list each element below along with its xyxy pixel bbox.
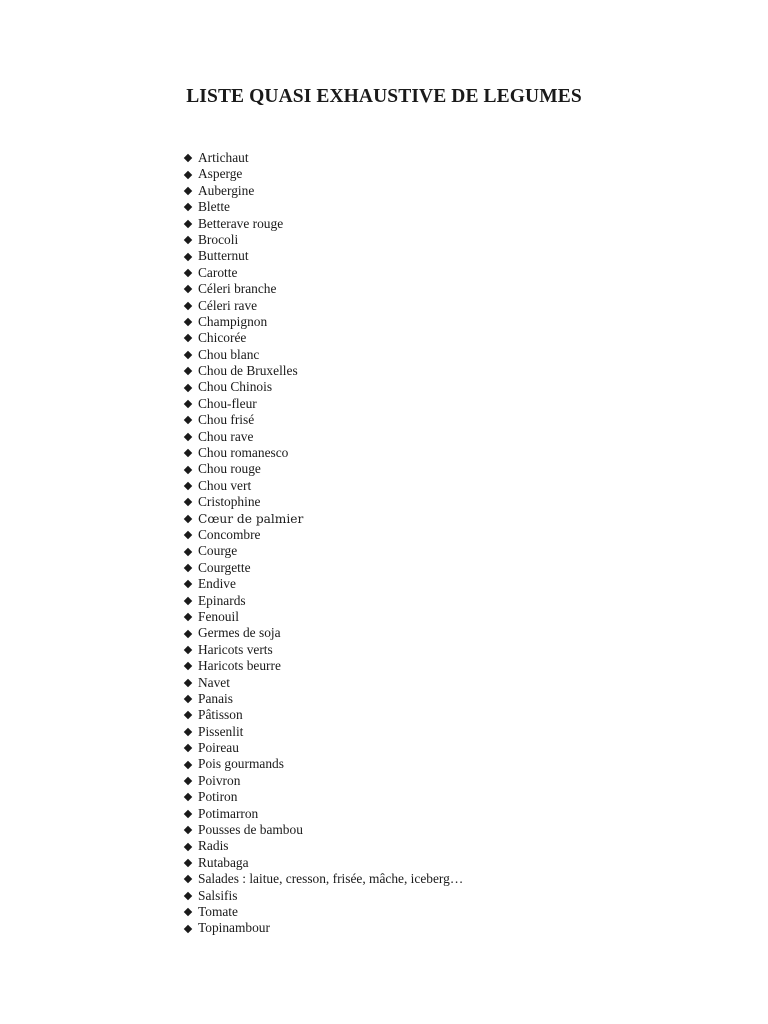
list-item bbox=[183, 691, 463, 707]
diamond-bullet-icon bbox=[184, 515, 192, 523]
list-item-label: Courgette bbox=[198, 559, 251, 575]
vegetable-list bbox=[183, 150, 463, 937]
list-item-label: Tomate bbox=[198, 903, 238, 919]
list-item bbox=[183, 494, 463, 510]
list-item bbox=[183, 658, 463, 674]
list-item-label: Aubergine bbox=[198, 182, 255, 198]
list-item bbox=[183, 232, 463, 248]
list-item-label: Pousses de bambou bbox=[198, 822, 303, 838]
list-item-label: Pois gourmands bbox=[198, 756, 284, 772]
list-item bbox=[183, 445, 463, 461]
list-item-label: Céleri branche bbox=[198, 281, 277, 297]
diamond-bullet-icon bbox=[184, 875, 192, 883]
list-item bbox=[183, 920, 463, 936]
list-item bbox=[183, 560, 463, 576]
diamond-bullet-icon bbox=[184, 842, 192, 850]
diamond-bullet-icon bbox=[184, 810, 192, 818]
list-item-label: Salades : laitue, cresson, frisée, mâche, iceberg… bbox=[198, 871, 464, 887]
diamond-bullet-icon bbox=[184, 154, 192, 162]
list-item bbox=[183, 576, 463, 592]
list-item bbox=[183, 511, 463, 527]
diamond-bullet-icon bbox=[184, 531, 192, 539]
list-item bbox=[183, 363, 463, 379]
list-item bbox=[183, 199, 463, 215]
list-item-label: Asperge bbox=[198, 166, 243, 182]
list-item bbox=[183, 593, 463, 609]
list-item bbox=[183, 888, 463, 904]
list-item bbox=[183, 855, 463, 871]
list-item-label: Cristophine bbox=[198, 494, 261, 510]
list-item bbox=[183, 265, 463, 281]
list-item bbox=[183, 379, 463, 395]
list-item bbox=[183, 675, 463, 691]
list-item-label: Chou Chinois bbox=[198, 379, 273, 395]
list-item bbox=[183, 248, 463, 264]
diamond-bullet-icon bbox=[184, 449, 192, 457]
list-item-label: Panais bbox=[198, 690, 233, 706]
list-item bbox=[183, 527, 463, 543]
list-item-label: Chou vert bbox=[198, 477, 252, 493]
list-item-label: Cœur de palmier bbox=[198, 511, 304, 526]
list-item-label: Epinards bbox=[198, 592, 246, 608]
diamond-bullet-icon bbox=[184, 744, 192, 752]
list-item-label: Haricots beurre bbox=[198, 658, 281, 674]
page-title: LISTE QUASI EXHAUSTIVE DE LEGUMES bbox=[186, 86, 582, 107]
diamond-bullet-icon bbox=[184, 400, 192, 408]
list-item-label: Radis bbox=[198, 838, 229, 854]
diamond-bullet-icon bbox=[184, 367, 192, 375]
list-item-label: Artichaut bbox=[198, 150, 249, 165]
list-item bbox=[183, 806, 463, 822]
diamond-bullet-icon bbox=[184, 924, 192, 932]
list-item-label: Pissenlit bbox=[198, 723, 244, 739]
list-item-label: Courge bbox=[198, 543, 238, 559]
list-item bbox=[183, 773, 463, 789]
list-item-label: Navet bbox=[198, 674, 230, 690]
list-item-label: Butternut bbox=[198, 248, 249, 264]
diamond-bullet-icon bbox=[184, 334, 192, 342]
list-item-label: Céleri rave bbox=[198, 297, 258, 313]
list-item-label: Haricots verts bbox=[198, 641, 273, 657]
diamond-bullet-icon bbox=[184, 646, 192, 654]
diamond-bullet-icon bbox=[184, 678, 192, 686]
list-item bbox=[183, 789, 463, 805]
list-item-label: Blette bbox=[198, 199, 230, 215]
diamond-bullet-icon bbox=[184, 580, 192, 588]
list-item-label: Fenouil bbox=[198, 608, 239, 624]
list-item bbox=[183, 314, 463, 330]
diamond-bullet-icon bbox=[184, 908, 192, 916]
diamond-bullet-icon bbox=[184, 662, 192, 670]
diamond-bullet-icon bbox=[184, 301, 192, 309]
list-item-label: Chou rouge bbox=[198, 461, 261, 477]
list-item bbox=[183, 183, 463, 199]
diamond-bullet-icon bbox=[184, 793, 192, 801]
list-item bbox=[183, 756, 463, 772]
list-item bbox=[183, 724, 463, 740]
list-item bbox=[183, 740, 463, 756]
diamond-bullet-icon bbox=[184, 760, 192, 768]
diamond-bullet-icon bbox=[184, 498, 192, 506]
list-item-label: Potiron bbox=[198, 789, 238, 805]
diamond-bullet-icon bbox=[184, 416, 192, 424]
list-item bbox=[183, 347, 463, 363]
diamond-bullet-icon bbox=[184, 629, 192, 637]
list-item bbox=[183, 412, 463, 428]
diamond-bullet-icon bbox=[184, 826, 192, 834]
list-item-label: Concombre bbox=[198, 526, 261, 542]
list-item bbox=[183, 150, 463, 166]
list-item bbox=[183, 330, 463, 346]
diamond-bullet-icon bbox=[184, 383, 192, 391]
list-item bbox=[183, 429, 463, 445]
diamond-bullet-icon bbox=[184, 318, 192, 326]
diamond-bullet-icon bbox=[184, 596, 192, 604]
diamond-bullet-icon bbox=[184, 170, 192, 178]
list-item-label: Salsifis bbox=[198, 887, 238, 903]
diamond-bullet-icon bbox=[184, 728, 192, 736]
list-item bbox=[183, 543, 463, 559]
list-item bbox=[183, 625, 463, 641]
list-item-label: Champignon bbox=[198, 313, 268, 329]
diamond-bullet-icon bbox=[184, 564, 192, 572]
diamond-bullet-icon bbox=[184, 465, 192, 473]
diamond-bullet-icon bbox=[184, 203, 192, 211]
list-item-label: Rutabaga bbox=[198, 854, 249, 870]
list-item bbox=[183, 838, 463, 854]
list-item-label: Brocoli bbox=[198, 231, 239, 247]
list-item bbox=[183, 216, 463, 232]
list-item-label: Poireau bbox=[198, 740, 239, 756]
diamond-bullet-icon bbox=[184, 482, 192, 490]
diamond-bullet-icon bbox=[184, 892, 192, 900]
diamond-bullet-icon bbox=[184, 695, 192, 703]
list-item bbox=[183, 298, 463, 314]
list-item-label: Pâtisson bbox=[198, 707, 243, 723]
list-item-label: Chicorée bbox=[198, 330, 247, 346]
diamond-bullet-icon bbox=[184, 269, 192, 277]
list-item-label: Potimarron bbox=[198, 805, 259, 821]
diamond-bullet-icon bbox=[184, 433, 192, 441]
diamond-bullet-icon bbox=[184, 859, 192, 867]
list-item-label: Chou frisé bbox=[198, 412, 255, 428]
list-item bbox=[183, 904, 463, 920]
diamond-bullet-icon bbox=[184, 236, 192, 244]
list-item-label: Poivron bbox=[198, 772, 241, 788]
diamond-bullet-icon bbox=[184, 252, 192, 260]
list-item-label: Chou rave bbox=[198, 428, 254, 444]
diamond-bullet-icon bbox=[184, 711, 192, 719]
list-item bbox=[183, 281, 463, 297]
list-item-label: Betterave rouge bbox=[198, 215, 284, 231]
diamond-bullet-icon bbox=[184, 613, 192, 621]
list-item bbox=[183, 396, 463, 412]
diamond-bullet-icon bbox=[184, 547, 192, 555]
list-item bbox=[183, 478, 463, 494]
list-item bbox=[183, 707, 463, 723]
diamond-bullet-icon bbox=[184, 285, 192, 293]
list-item bbox=[183, 871, 463, 887]
list-item-label: Chou-fleur bbox=[198, 395, 257, 411]
diamond-bullet-icon bbox=[184, 777, 192, 785]
list-item bbox=[183, 642, 463, 658]
diamond-bullet-icon bbox=[184, 187, 192, 195]
list-item-label: Germes de soja bbox=[198, 625, 281, 641]
diamond-bullet-icon bbox=[184, 351, 192, 359]
list-item-label: Carotte bbox=[198, 264, 238, 280]
list-item-label: Chou romanesco bbox=[198, 445, 289, 461]
diamond-bullet-icon bbox=[184, 220, 192, 228]
list-item-label: Chou blanc bbox=[198, 346, 260, 362]
list-item-label: Topinambour bbox=[198, 920, 270, 936]
list-item bbox=[183, 822, 463, 838]
list-item bbox=[183, 166, 463, 182]
list-item bbox=[183, 461, 463, 477]
list-item-label: Endive bbox=[198, 576, 236, 592]
list-item-label: Chou de Bruxelles bbox=[198, 363, 298, 379]
list-item bbox=[183, 609, 463, 625]
